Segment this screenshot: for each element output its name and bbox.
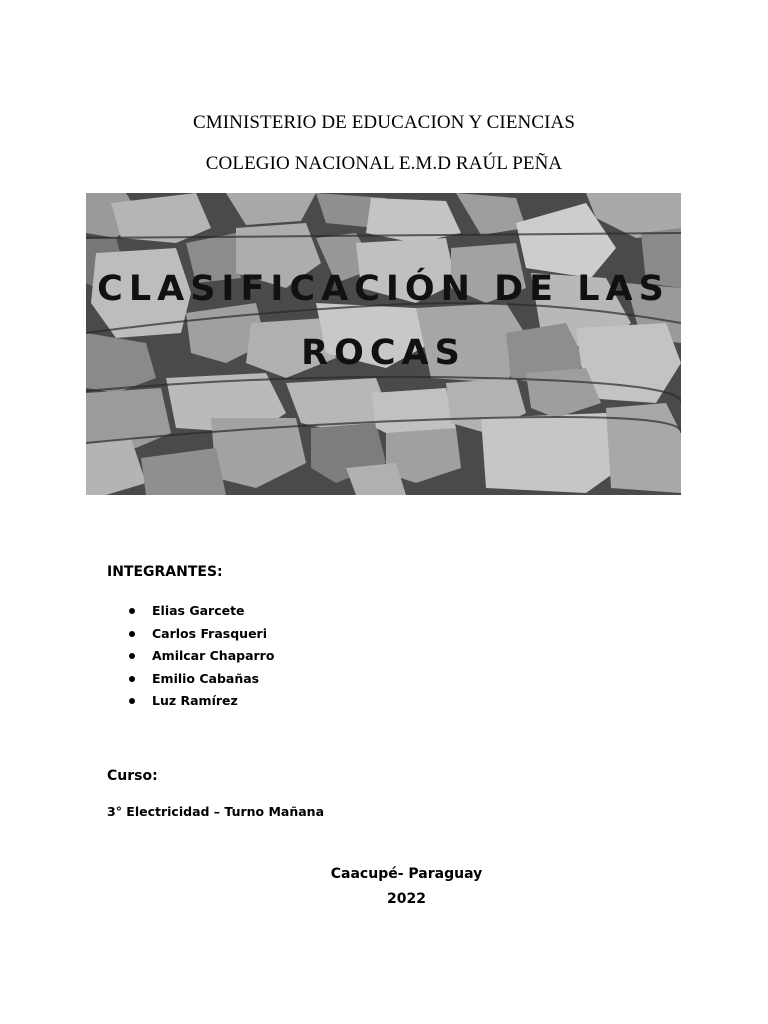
member-name: Amilcar Chaparro [152,648,275,663]
cover-image [86,193,681,495]
bullet-icon [129,676,135,682]
list-item [125,690,274,713]
member-name: Luz Ramírez [152,693,238,708]
list-item [125,668,274,691]
bullet-icon [129,608,135,614]
course-value: 3° Electricidad – Turno Mañana [107,804,325,819]
school-name: COLEGIO NACIONAL E.M.D RAÚL PEÑA [205,153,563,174]
title-line-1: CLASIFICACIÓN DE LAS [97,269,670,309]
list-item [125,623,274,646]
list-item [125,600,274,623]
bullet-icon [129,698,135,704]
footer-year: 2022 [387,891,426,907]
members-list [125,600,274,713]
footer-place: Caacupé- Paraguay [330,866,483,882]
members-label: INTEGRANTES: [107,564,223,580]
bullet-icon [129,631,135,637]
member-name: Carlos Frasqueri [152,625,267,641]
ministry-title: CMINISTERIO DE EDUCACION Y CIENCIAS [192,112,576,133]
member-name: Elias Garcete [152,603,245,618]
member-name: Emilio Cabañas [152,670,260,686]
course-label: Curso: [107,768,158,784]
bullet-icon [129,653,135,659]
document-title [86,257,681,385]
list-item [125,645,274,668]
title-line-2: ROCAS [301,333,466,373]
